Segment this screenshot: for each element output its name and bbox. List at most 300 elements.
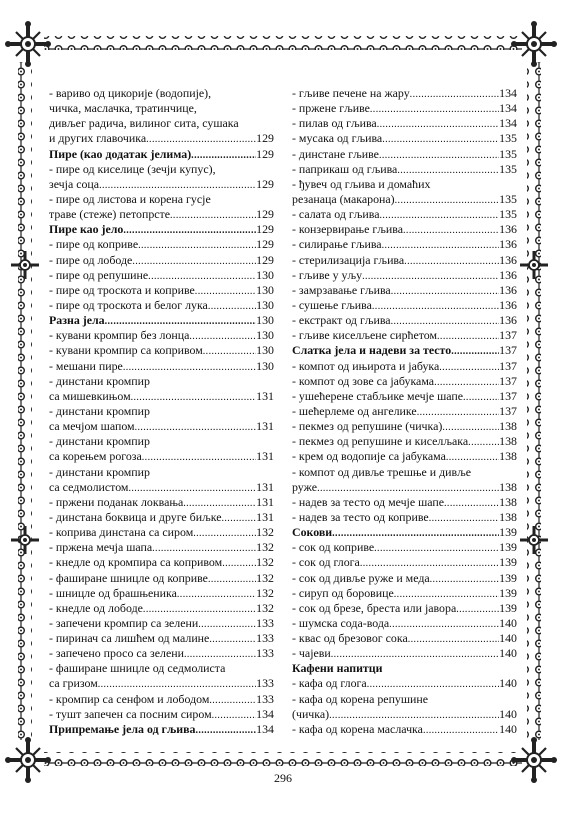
- page-ref: 132: [256, 555, 274, 570]
- dot-leader: [468, 435, 499, 449]
- page-ref: 139: [499, 555, 517, 570]
- page-ref: 137: [499, 358, 517, 373]
- page-ref: 139: [499, 540, 517, 555]
- entry-title: - динстана боквица и друге биљке: [49, 509, 222, 524]
- toc-entry: [49, 268, 274, 283]
- dot-leader: [410, 87, 499, 101]
- toc-entry: [292, 434, 517, 449]
- toc-entry: [292, 86, 517, 101]
- dot-leader: [382, 132, 499, 146]
- toc-entry: [49, 661, 274, 676]
- page-ref: 138: [499, 509, 517, 524]
- toc-entry: [292, 192, 517, 207]
- entry-title: - силирање гљива: [292, 237, 382, 252]
- toc-entry: [49, 586, 274, 601]
- toc-entry: [49, 237, 274, 252]
- toc-entry: [49, 389, 274, 404]
- page-ref: 132: [256, 540, 274, 555]
- page-ref: 133: [256, 615, 274, 630]
- entry-title: - кувани кромпир без лонца: [49, 328, 190, 343]
- entry-title: - надев за тесто од мечје шапе: [292, 494, 445, 509]
- entry-title: са корењем рогоза: [49, 449, 142, 464]
- toc-entry: [49, 480, 274, 495]
- page-ref: 133: [256, 691, 274, 706]
- toc-entry: [292, 147, 517, 162]
- entry-title: - вариво од цикорије (водопије),: [49, 86, 212, 100]
- toc-entry: [292, 616, 517, 631]
- toc-right-column: [292, 86, 517, 737]
- dot-leader: [367, 677, 499, 691]
- entry-title: Припремање јела од гљива: [49, 721, 196, 736]
- dot-leader: [191, 148, 256, 162]
- dot-leader: [143, 602, 256, 616]
- dot-leader: [146, 132, 256, 146]
- entry-title: - фаширане шницле од седмолиста: [49, 661, 226, 676]
- page-ref: 132: [256, 525, 274, 540]
- page-ref: 134: [499, 101, 517, 116]
- toc-entry: [292, 374, 517, 389]
- toc-entry: [292, 646, 517, 661]
- dot-leader: [152, 541, 256, 555]
- entry-title: и других главочика: [49, 131, 147, 146]
- toc-entry: [292, 328, 517, 343]
- toc-entry: [292, 131, 517, 146]
- entry-title: - динстани кромпир: [49, 403, 150, 418]
- dot-leader: [138, 238, 256, 252]
- toc-entry: [49, 207, 274, 222]
- entry-title: зечја соца: [49, 176, 100, 191]
- entry-title: - пире од троскота и коприве: [49, 282, 195, 297]
- page-ref: 140: [499, 676, 517, 691]
- toc-entry: [292, 162, 517, 177]
- dot-leader: [451, 344, 499, 358]
- page-ref: 139: [499, 585, 517, 600]
- dot-leader: [209, 632, 256, 646]
- dot-leader: [444, 496, 499, 510]
- toc-entry: [292, 237, 517, 252]
- dot-leader: [331, 647, 499, 661]
- dot-leader: [382, 238, 500, 252]
- entry-title: Кафени напитци: [292, 661, 383, 676]
- entry-title: - динстани кромпир: [49, 464, 150, 479]
- entry-title: - пржени поданак локвања: [49, 494, 184, 509]
- toc-entry: [49, 555, 274, 570]
- entry-title: - кувани кромпир са копривом: [49, 343, 203, 358]
- toc-entry: [49, 616, 274, 631]
- entry-title: резанаца (макарона): [292, 191, 395, 206]
- section-heading: [49, 313, 274, 328]
- page-ref: 139: [499, 600, 517, 615]
- toc-entry: [292, 571, 517, 586]
- toc-entry: [49, 192, 274, 207]
- page-ref: 138: [499, 479, 517, 494]
- dot-leader: [193, 526, 256, 540]
- page-ref: 131: [256, 449, 274, 464]
- entry-title: - паприкаш од гљива: [292, 161, 398, 176]
- page-ref: 129: [256, 176, 274, 191]
- toc-entry: [49, 283, 274, 298]
- page-ref: 130: [256, 343, 274, 358]
- toc-entry: [49, 449, 274, 464]
- entry-title: - запечено просо са зелени: [49, 646, 184, 661]
- page-ref: 139: [499, 525, 517, 540]
- toc-entry: [49, 676, 274, 691]
- dot-leader: [208, 572, 256, 586]
- toc-entry: [292, 586, 517, 601]
- toc-entry: [292, 268, 517, 283]
- dot-leader: [170, 208, 256, 222]
- entry-title: - динстане гљиве: [292, 146, 379, 161]
- toc-entry: [49, 253, 274, 268]
- dot-leader: [395, 193, 500, 207]
- entry-title: - екстракт од гљива: [292, 313, 391, 328]
- dot-leader: [189, 329, 256, 343]
- page-ref: 136: [499, 252, 517, 267]
- dot-leader: [131, 390, 257, 404]
- entry-title: са мечјом шапом: [49, 419, 135, 434]
- toc-entry: [49, 601, 274, 616]
- page-ref: 136: [499, 282, 517, 297]
- toc-entry: [49, 328, 274, 343]
- entry-title: - ђувеч од гљива и домаћих: [292, 176, 431, 191]
- toc-entry: [292, 283, 517, 298]
- dot-leader: [98, 677, 256, 691]
- entry-title: - кнедле од лободе: [49, 600, 143, 615]
- toc-entry: [49, 359, 274, 374]
- dot-leader: [394, 587, 499, 601]
- toc-entry: [49, 374, 274, 389]
- toc-entry: [49, 646, 274, 661]
- dot-leader: [135, 420, 257, 434]
- entry-title: - кнедле од кромпира са копривом: [49, 555, 223, 570]
- entry-title: са мишевкињом: [49, 388, 131, 403]
- page-ref: 132: [256, 600, 274, 615]
- page-ref: 140: [499, 631, 517, 646]
- entry-title: - пире од лободе: [49, 252, 133, 267]
- page-ref: 131: [256, 494, 274, 509]
- entry-title: - ушећерене стабљике мечје шапе: [292, 388, 464, 403]
- toc-entry: [49, 510, 274, 525]
- page-ref: 138: [499, 449, 517, 464]
- page-ref: 134: [256, 721, 274, 736]
- page-ref: 134: [499, 86, 517, 100]
- toc-entry: [292, 707, 517, 722]
- entry-title: - конзервирање гљива: [292, 222, 404, 237]
- toc-entry: [49, 404, 274, 419]
- toc-entry: [292, 495, 517, 510]
- page-ref: 140: [499, 706, 517, 721]
- entry-title: - компот од зове са јабукама: [292, 373, 435, 388]
- page-ref: 133: [256, 646, 274, 661]
- entry-title: - пекмез од репушине (чичка): [292, 419, 443, 434]
- entry-title: - квас од брезовог сока: [292, 631, 408, 646]
- dot-leader: [429, 511, 499, 525]
- page-ref: 135: [499, 146, 517, 161]
- page-ref: 129: [256, 252, 274, 267]
- dot-leader: [332, 526, 499, 540]
- toc-entry: [292, 631, 517, 646]
- toc-entry: [292, 116, 517, 131]
- toc-entry: [292, 177, 517, 192]
- entry-title: - коприва динстана са сиром: [49, 525, 194, 540]
- page-ref: 140: [499, 646, 517, 661]
- page-ref: 138: [499, 419, 517, 434]
- page-ref: 132: [256, 585, 274, 600]
- dot-leader: [203, 344, 256, 358]
- entry-title: - сок од брезе, бреста или јавора: [292, 600, 457, 615]
- dot-leader: [329, 708, 499, 722]
- toc-entry: [49, 116, 274, 131]
- dot-leader: [463, 390, 499, 404]
- toc-entry: [292, 465, 517, 480]
- page-ref: 131: [256, 479, 274, 494]
- toc-entry: [49, 177, 274, 192]
- entry-title: - гљиве печене на жару: [292, 86, 410, 100]
- toc-entry: [49, 86, 274, 101]
- dot-leader: [389, 617, 499, 631]
- section-heading: [292, 343, 517, 358]
- toc-entry: [49, 298, 274, 313]
- entry-title: Сокови: [292, 525, 333, 540]
- page-ref: 133: [256, 676, 274, 691]
- page-ref: 136: [499, 222, 517, 237]
- toc-entry: [292, 222, 517, 237]
- page-ref: 130: [256, 328, 274, 343]
- dot-leader: [404, 254, 499, 268]
- toc-entry: [292, 313, 517, 328]
- dot-leader: [195, 723, 256, 737]
- page-number: 296: [274, 771, 292, 785]
- toc-entry: [49, 343, 274, 358]
- toc-entry: [292, 101, 517, 116]
- toc-entry: [292, 510, 517, 525]
- entry-title: - пилав од гљива: [292, 116, 377, 131]
- page-ref: 137: [499, 343, 517, 358]
- section-heading: [49, 722, 274, 737]
- toc-entry: [292, 419, 517, 434]
- dot-leader: [372, 299, 499, 313]
- page-ref: 140: [499, 721, 517, 736]
- dot-leader: [148, 269, 256, 283]
- entry-title: - пржена мечја шапа: [49, 540, 153, 555]
- entry-title: - кафа од глога: [292, 676, 367, 691]
- entry-title: Пире као јело: [49, 222, 124, 237]
- toc-entry: [49, 131, 274, 146]
- toc-entry: [292, 601, 517, 616]
- dot-leader: [132, 254, 256, 268]
- page-ref: 130: [256, 358, 274, 373]
- entry-title: - шумска сода-вода: [292, 615, 390, 630]
- dot-leader: [123, 223, 256, 237]
- toc-entry: [49, 101, 274, 116]
- entry-title: - сушење гљива: [292, 297, 372, 312]
- page-ref: 134: [499, 116, 517, 131]
- entry-title: - сок од коприве: [292, 540, 375, 555]
- dot-leader: [183, 496, 256, 510]
- toc-entry: [49, 707, 274, 722]
- toc-entry: [292, 449, 517, 464]
- page-ref: 129: [256, 146, 274, 161]
- dot-leader: [408, 632, 499, 646]
- dot-leader: [374, 541, 499, 555]
- page-ref: 129: [256, 237, 274, 252]
- page-ref: 135: [499, 161, 517, 176]
- entry-title: - пире од листова и корена гусје: [49, 191, 211, 206]
- toc-entry: [49, 495, 274, 510]
- dot-leader: [195, 284, 256, 298]
- dot-leader: [128, 481, 256, 495]
- page-ref: 138: [499, 434, 517, 449]
- dot-leader: [439, 360, 499, 374]
- dot-leader: [177, 587, 256, 601]
- toc-entry: [292, 555, 517, 570]
- entry-title: ружe: [292, 479, 318, 494]
- dot-leader: [434, 375, 499, 389]
- dot-leader: [397, 163, 499, 177]
- toc-entry: [49, 525, 274, 540]
- page-ref: 137: [499, 373, 517, 388]
- entry-title: - мусака од гљива: [292, 131, 383, 146]
- dot-leader: [99, 178, 256, 192]
- entry-title: - кафа од корена маслачка: [292, 721, 423, 736]
- entry-title: - надев за тесто од коприве: [292, 509, 429, 524]
- toc-entry: [49, 631, 274, 646]
- page-ref: 133: [256, 631, 274, 646]
- section-heading: [292, 525, 517, 540]
- dot-leader: [423, 723, 499, 737]
- page-ref: 130: [256, 297, 274, 312]
- toc-entry: [49, 571, 274, 586]
- entry-title: - чајеви: [292, 646, 331, 661]
- toc-entry: [292, 253, 517, 268]
- entry-title: - шницле од брашњеника: [49, 585, 177, 600]
- page-ref: 130: [256, 282, 274, 297]
- entry-title: - фаширане шницле од коприве: [49, 570, 208, 585]
- dot-leader: [123, 360, 256, 374]
- page-ref: 139: [499, 570, 517, 585]
- entry-title: Слатка јела и надеви за тесто: [292, 343, 452, 358]
- entry-title: - пиринач са лишћем од малине: [49, 631, 210, 646]
- dot-leader: [379, 148, 499, 162]
- page-ref: 140: [499, 615, 517, 630]
- entry-title: - пире од коприве: [49, 237, 139, 252]
- dot-leader: [446, 450, 499, 464]
- page-ref: 136: [499, 297, 517, 312]
- dot-leader: [456, 602, 499, 616]
- page-ref: 137: [499, 328, 517, 343]
- entry-title: - салата од гљива: [292, 207, 380, 222]
- dot-leader: [377, 117, 499, 131]
- page-ref: 131: [256, 419, 274, 434]
- page-ref: 134: [256, 706, 274, 721]
- page-ref: 130: [256, 313, 274, 328]
- dot-leader: [360, 556, 499, 570]
- entry-title: - динстани кромпир: [49, 373, 150, 388]
- page-ref: 129: [256, 207, 274, 222]
- page-ref: 138: [499, 494, 517, 509]
- dot-leader: [198, 617, 256, 631]
- dot-leader: [391, 284, 499, 298]
- dot-leader: [105, 314, 257, 328]
- dot-leader: [379, 208, 499, 222]
- table-of-contents: [49, 86, 521, 736]
- entry-title: - замрзавање гљива: [292, 282, 391, 297]
- page-ref: 137: [499, 388, 517, 403]
- entry-title: - компот од ињирота и јабука: [292, 358, 440, 373]
- toc-entry: [292, 480, 517, 495]
- entry-title: дивљег радича, вилиног сита, сушака: [49, 116, 239, 131]
- dot-leader: [370, 102, 499, 116]
- toc-entry: [292, 298, 517, 313]
- section-heading: [49, 147, 274, 162]
- entry-title: - крем од водопије са јабукама: [292, 449, 446, 464]
- dot-leader: [362, 269, 499, 283]
- page-ref: 137: [499, 403, 517, 418]
- page-ref: 131: [256, 388, 274, 403]
- entry-title: - пире од репушине: [49, 267, 149, 282]
- entry-title: - сок од глога: [292, 555, 360, 570]
- dot-leader: [430, 572, 500, 586]
- dot-leader: [403, 223, 499, 237]
- entry-title: са гризом: [49, 676, 98, 691]
- toc-entry: [292, 404, 517, 419]
- dot-leader: [222, 511, 257, 525]
- toc-entry: [292, 389, 517, 404]
- entry-title: - динстани кромпир: [49, 434, 150, 449]
- entry-title: - гљиве киселљене сирћетом: [292, 328, 438, 343]
- dot-leader: [208, 299, 256, 313]
- entry-title: - гљиве у уљу: [292, 267, 363, 282]
- toc-entry: [49, 465, 274, 480]
- dot-leader: [391, 314, 500, 328]
- section-heading: [49, 222, 274, 237]
- page-ref: 136: [499, 313, 517, 328]
- toc-entry: [49, 540, 274, 555]
- entry-title: са седмолистом: [49, 479, 129, 494]
- page-ref: 130: [256, 267, 274, 282]
- entry-title: - сок од дивље руже и меда: [292, 570, 430, 585]
- dot-leader: [442, 420, 499, 434]
- toc-entry: [292, 722, 517, 737]
- page-ref: 136: [499, 267, 517, 282]
- dot-leader: [142, 450, 256, 464]
- toc-entry: [49, 162, 274, 177]
- page-ref: 135: [499, 191, 517, 206]
- entry-title: - сируп од боровице: [292, 585, 394, 600]
- toc-left-column: [49, 86, 274, 737]
- page-ref: 136: [499, 237, 517, 252]
- dot-leader: [209, 693, 256, 707]
- page-ref: 132: [256, 570, 274, 585]
- dot-leader: [437, 329, 499, 343]
- entry-title: - пржене гљиве: [292, 101, 370, 116]
- entry-title: - пире од троскота и белог лука: [49, 297, 208, 312]
- entry-title: - кромпир са сенфом и лободом: [49, 691, 210, 706]
- entry-title: траве (стеже) петопрсте: [49, 207, 171, 222]
- entry-title: - шећерлеме од ангелике: [292, 403, 417, 418]
- toc-entry: [49, 692, 274, 707]
- dot-leader: [317, 481, 499, 495]
- section-heading: [292, 661, 517, 676]
- page-ref: 129: [256, 222, 274, 237]
- entry-title: - стерилизација гљива: [292, 252, 405, 267]
- entry-title: - запечени кромпир са зелени: [49, 615, 199, 630]
- entry-title: Пире (као додатак јелима): [49, 146, 192, 161]
- page-ref: 129: [256, 131, 274, 146]
- dot-leader: [212, 708, 257, 722]
- page-ref: 135: [499, 207, 517, 222]
- dot-leader: [222, 556, 256, 570]
